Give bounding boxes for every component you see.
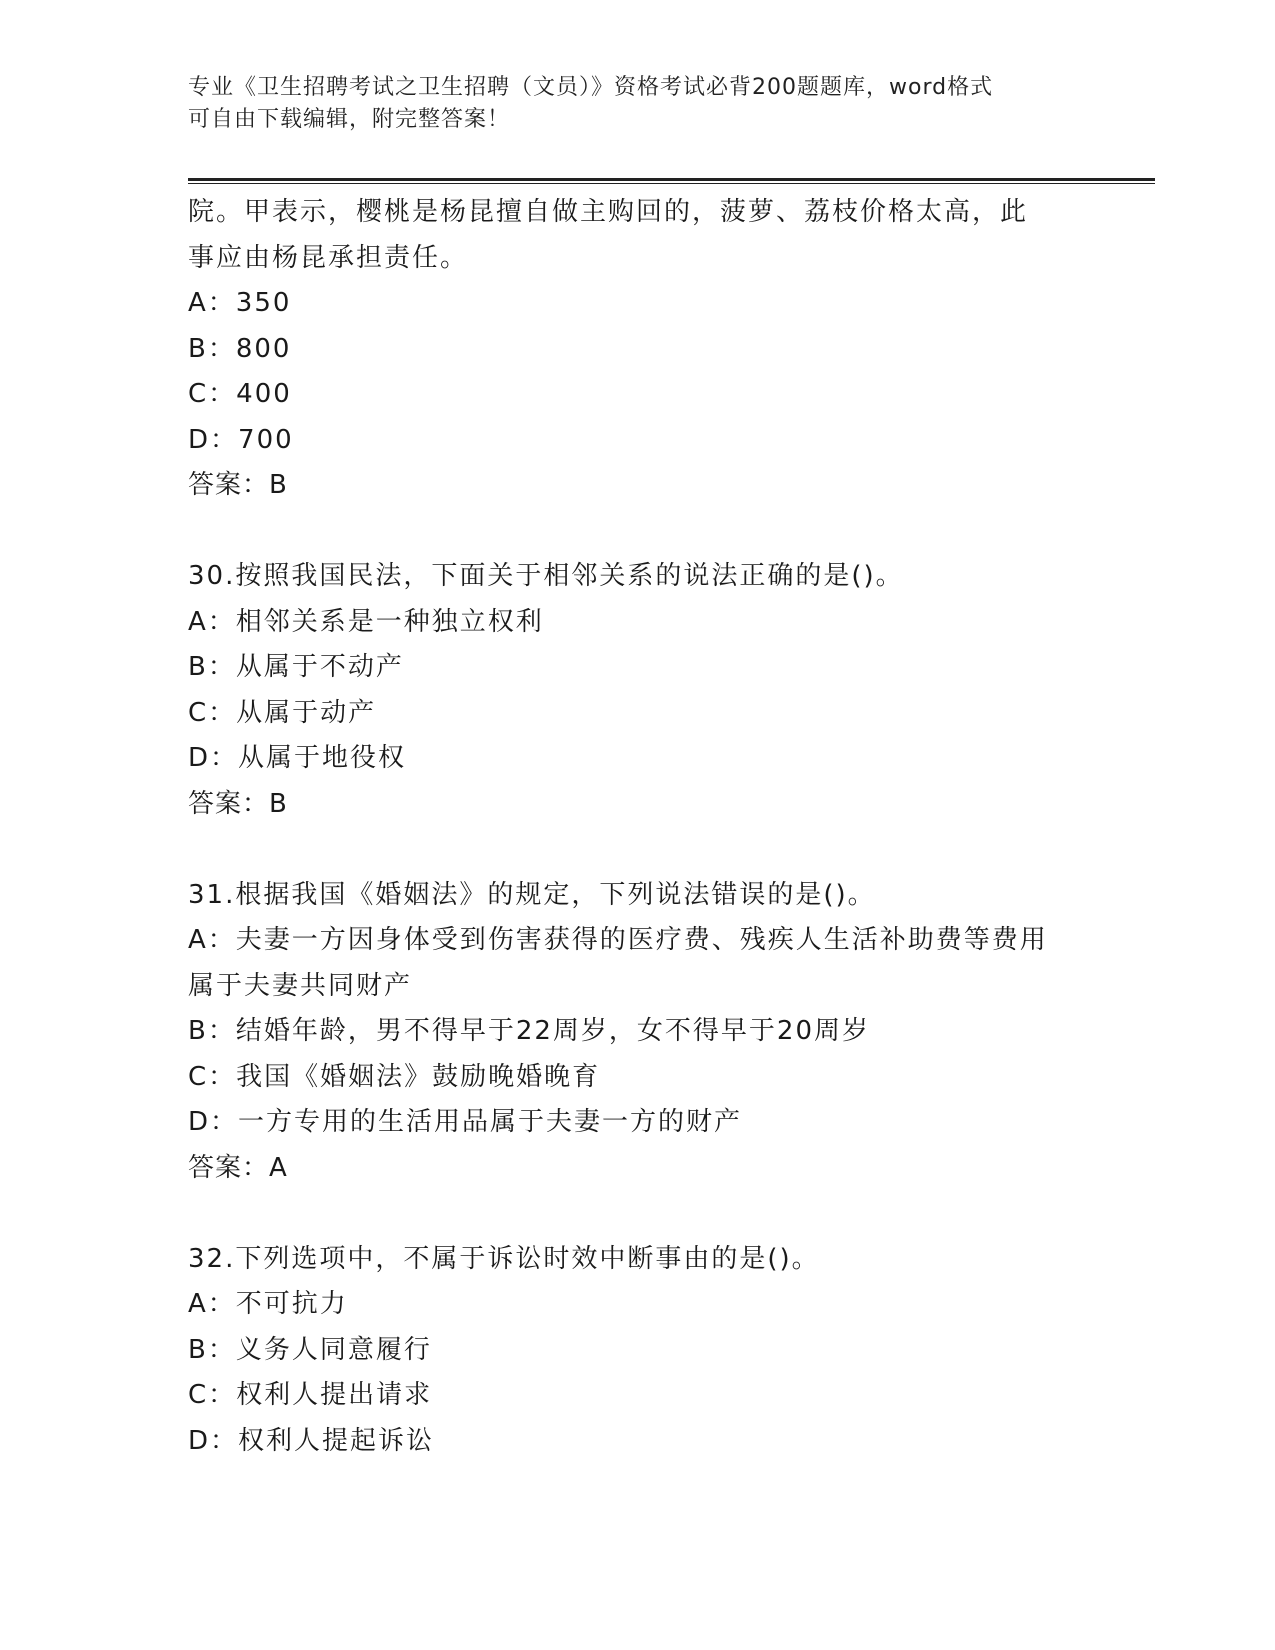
question-stem: 32.下列选项中，不属于诉讼时效中断事由的是()。 <box>188 1243 820 1274</box>
option-c: C：我国《婚姻法》鼓励晚婚晚育 <box>188 1061 601 1092</box>
answer-line: 答案：B <box>188 788 288 819</box>
option-d: D：一方专用的生活用品属于夫妻一方的财产 <box>188 1107 743 1137</box>
option-c: C：400 <box>188 379 292 409</box>
option-a-continued: 属于夫妻共同财产 <box>188 970 413 1001</box>
answer-line: 答案：A <box>188 1152 288 1183</box>
answer-line: 答案：B <box>188 470 288 500</box>
question-text-line: 院。甲表示，樱桃是杨昆擅自做主购回的，菠萝、荔枝价格太高，此 <box>188 197 1029 227</box>
header-title-line-2: 可自由下载编辑，附完整答案！ <box>188 107 511 132</box>
question-stem: 31.根据我国《婚姻法》的规定，下列说法错误的是()。 <box>188 879 876 910</box>
option-a: A：夫妻一方因身体受到伤害获得的医疗费、残疾人生活补助费等费用 <box>188 925 1048 955</box>
document-header <box>188 72 1088 136</box>
option-d: D：权利人提起诉讼 <box>188 1425 435 1456</box>
block-spacer <box>188 1191 1088 1237</box>
question-block-29 <box>188 190 1088 509</box>
question-block-30 <box>188 554 1088 827</box>
option-b: B：义务人同意履行 <box>188 1334 432 1365</box>
option-c: C：权利人提出请求 <box>188 1380 433 1410</box>
option-a: A：不可抗力 <box>188 1289 348 1319</box>
option-b: B：结婚年龄，男不得早于22周岁，女不得早于20周岁 <box>188 1016 871 1046</box>
option-b: B：从属于不动产 <box>188 652 404 682</box>
question-block-31 <box>188 873 1088 1192</box>
question-content <box>188 190 1088 1464</box>
option-d: D：700 <box>188 424 294 455</box>
block-spacer <box>188 509 1088 555</box>
option-b: B：800 <box>188 333 292 364</box>
option-a: A：350 <box>188 288 292 318</box>
block-spacer <box>188 827 1088 873</box>
question-block-32 <box>188 1237 1088 1465</box>
question-stem: 30.按照我国民法，下面关于相邻关系的说法正确的是()。 <box>188 561 904 591</box>
option-a: A：相邻关系是一种独立权利 <box>188 606 544 637</box>
question-text-line: 事应由杨昆承担责任。 <box>188 242 469 273</box>
header-title-line-1: 专业《卫生招聘考试之卫生招聘（文员）》资格考试必背200题题库，word格式 <box>188 75 994 100</box>
option-c: C：从属于动产 <box>188 697 377 728</box>
option-d: D：从属于地役权 <box>188 743 407 773</box>
header-rule-thin <box>188 183 1155 184</box>
header-rule-thick <box>188 178 1155 181</box>
